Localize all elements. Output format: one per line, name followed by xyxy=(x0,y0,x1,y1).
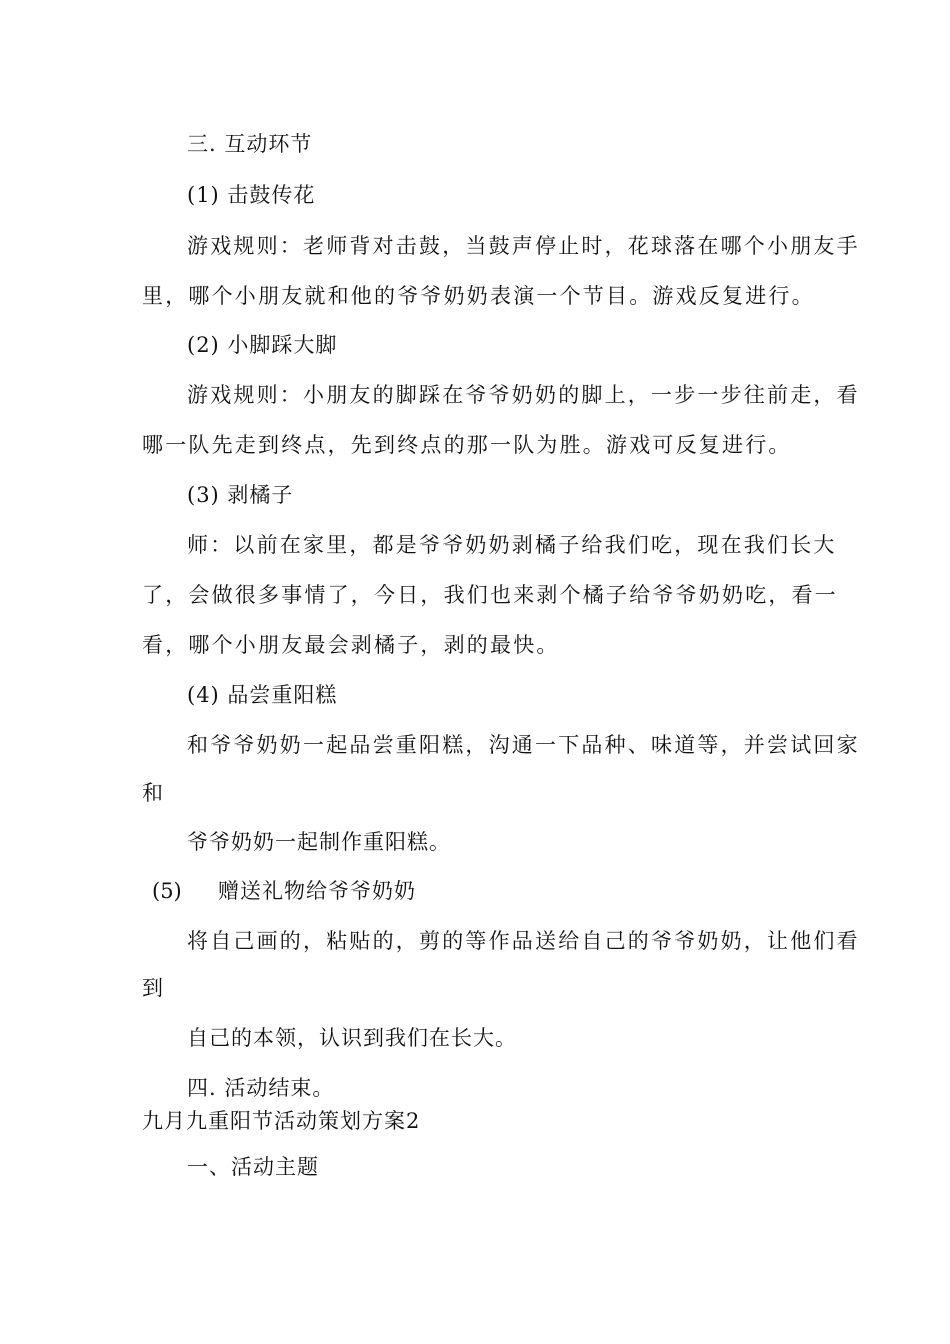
paragraph-line: 和爷爷奶奶一起品尝重阳糕，沟通一下品种、味道等，并尝试回家 xyxy=(187,733,860,757)
paragraph-line: 了，会做很多事情了，今日，我们也来剥个橘子给爷爷奶奶吃，看一 xyxy=(142,583,838,607)
paragraph-line: 爷爷奶奶一起制作重阳糕。 xyxy=(187,830,451,854)
paragraph-line: 里，哪个小朋友就和他的爷爷奶奶表演一个节目。游戏反复进行。 xyxy=(142,284,815,308)
subheading-gift: 赠送礼物给爷爷奶奶 xyxy=(218,879,416,903)
subheading-number: (5) xyxy=(152,879,182,903)
paragraph-line: 和 xyxy=(142,781,164,805)
paragraph-line: 师：以前在家里，都是爷爷奶奶剥橘子给我们吃，现在我们长大 xyxy=(187,533,837,557)
paragraph-line: 游戏规则：老师背对击鼓，当鼓声停止时，花球落在哪个小朋友手 xyxy=(187,234,860,258)
paragraph-line: 到 xyxy=(142,976,164,1000)
paragraph-line: 将自己画的，粘贴的，剪的等作品送给自己的爷爷奶奶，让他们看 xyxy=(187,929,860,953)
section-heading-interaction: 三. 互动环节 xyxy=(187,132,313,156)
paragraph-line: 哪一队先走到终点，先到终点的那一队为胜。游戏可反复进行。 xyxy=(142,433,792,457)
paragraph-line: 游戏规则：小朋友的脚踩在爷爷奶奶的脚上，一步一步往前走，看 xyxy=(187,383,860,407)
section-heading-end: 四. 活动结束。 xyxy=(187,1076,335,1100)
subheading-taste-cake: (4) 品尝重阳糕 xyxy=(187,683,338,707)
paragraph-line: 看，哪个小朋友最会剥橘子，剥的最快。 xyxy=(142,633,560,657)
subheading-peel-orange: (3) 剥橘子 xyxy=(187,483,294,507)
paragraph-line: 自己的本领，认识到我们在长大。 xyxy=(187,1026,517,1050)
document-title: 九月九重阳节活动策划方案2 xyxy=(142,1109,421,1133)
section-heading-theme: 一、活动主题 xyxy=(187,1155,319,1179)
subheading-drum-flower: (1) 击鼓传花 xyxy=(187,183,316,207)
subheading-small-feet: (2) 小脚踩大脚 xyxy=(187,333,338,357)
